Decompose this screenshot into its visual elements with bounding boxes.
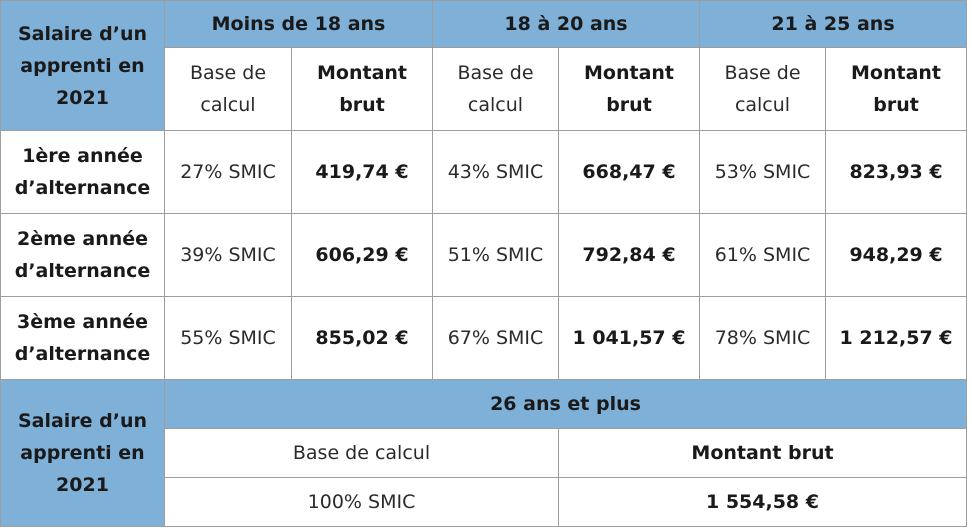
base-cell: 27% SMIC — [165, 131, 292, 214]
subheader-montant: Montant brut — [292, 48, 433, 131]
amount-cell: 855,02 € — [292, 297, 433, 380]
base-cell: 43% SMIC — [433, 131, 559, 214]
base-cell: 78% SMIC — [700, 297, 826, 380]
salary-table-26-plus — [0, 379, 967, 527]
subheader-montant: Montant brut — [826, 48, 967, 131]
amount-cell: 419,74 € — [292, 131, 433, 214]
group-header-18-20: 18 à 20 ans — [433, 1, 700, 48]
base-cell: 67% SMIC — [433, 297, 559, 380]
amount-cell: 1 212,57 € — [826, 297, 967, 380]
corner-header: Salaire d’un apprenti en 2021 — [1, 1, 165, 131]
row-label: 1ère année d’alternance — [1, 131, 165, 214]
corner-header: Salaire d’un apprenti en 2021 — [1, 380, 165, 527]
amount-cell: 948,29 € — [826, 214, 967, 297]
row-label: 3ème année d’alternance — [1, 297, 165, 380]
amount-cell: 668,47 € — [559, 131, 700, 214]
base-cell: 100% SMIC — [165, 478, 559, 527]
amount-cell: 792,84 € — [559, 214, 700, 297]
amount-cell: 1 554,58 € — [559, 478, 967, 527]
table-row — [1, 297, 967, 380]
subheader-montant: Montant brut — [559, 48, 700, 131]
base-cell: 53% SMIC — [700, 131, 826, 214]
subheader-montant: Montant brut — [559, 429, 967, 478]
base-cell: 39% SMIC — [165, 214, 292, 297]
subheader-base: Base de calcul — [165, 429, 559, 478]
table-row — [1, 214, 967, 297]
group-header-21-25: 21 à 25 ans — [700, 1, 967, 48]
group-header-26-plus: 26 ans et plus — [165, 380, 967, 429]
base-cell: 61% SMIC — [700, 214, 826, 297]
base-cell: 55% SMIC — [165, 297, 292, 380]
amount-cell: 1 041,57 € — [559, 297, 700, 380]
amount-cell: 606,29 € — [292, 214, 433, 297]
row-label: 2ème année d’alternance — [1, 214, 165, 297]
group-header-under-18: Moins de 18 ans — [165, 1, 433, 48]
subheader-base: Base de calcul — [165, 48, 292, 131]
subheader-base: Base de calcul — [433, 48, 559, 131]
table-row — [1, 131, 967, 214]
amount-cell: 823,93 € — [826, 131, 967, 214]
subheader-base: Base de calcul — [700, 48, 826, 131]
base-cell: 51% SMIC — [433, 214, 559, 297]
